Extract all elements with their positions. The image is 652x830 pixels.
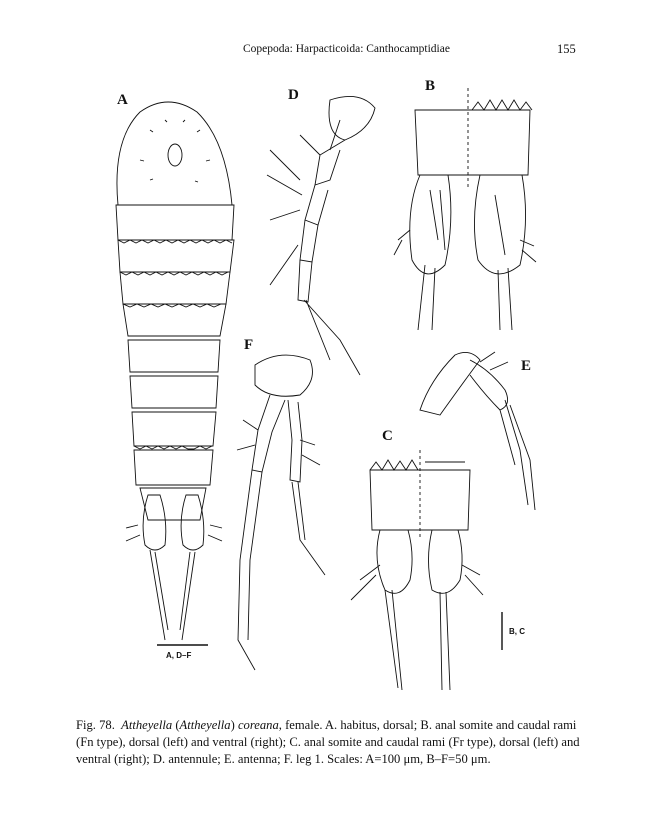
panel-label-b: B — [425, 78, 436, 94]
scale-label-b-c: B, C — [509, 627, 525, 636]
panel-label-e: E — [521, 358, 532, 374]
page-number: 155 — [557, 42, 576, 56]
panel-label-c: C — [382, 428, 393, 444]
caption-genus: Attheyella — [121, 718, 173, 732]
panel-label-f: F — [244, 337, 254, 353]
scale-label-a-d-f: A, D–F — [166, 651, 192, 660]
caption-text: , female. A. habitus, dorsal; B. anal somite and caudal rami (Fn type), dorsal (left) and ventral (right); C. anal somite and caudal rami (Fr type), dorsal (left) and ventral (right); D. antennule; E. antenna; F. leg 1. Scales: A=100 μm, B–F=50 μm. — [76, 718, 580, 766]
figure-caption: Fig. 78. Attheyella (Attheyella) coreana, female. A. habitus, dorsal; B. anal somite and caudal rami (Fn type), dorsal (left) and ventral (right); C. anal somite and caudal rami (Fr type), dorsal (left) and ventral (right); D. antennule; E. antenna; F. leg 1. Scales: A=100 μm, B–F=50 μm. — [76, 718, 580, 766]
panel-label-d: D — [288, 87, 299, 103]
panel-label-a: A — [117, 92, 128, 108]
caption-fig-number: Fig. 78. — [76, 718, 115, 732]
caption-subgenus: Attheyella — [179, 718, 231, 732]
caption-species: coreana — [237, 718, 279, 732]
running-head: Copepoda: Harpacticoida: Canthocamptidiae — [243, 43, 450, 55]
